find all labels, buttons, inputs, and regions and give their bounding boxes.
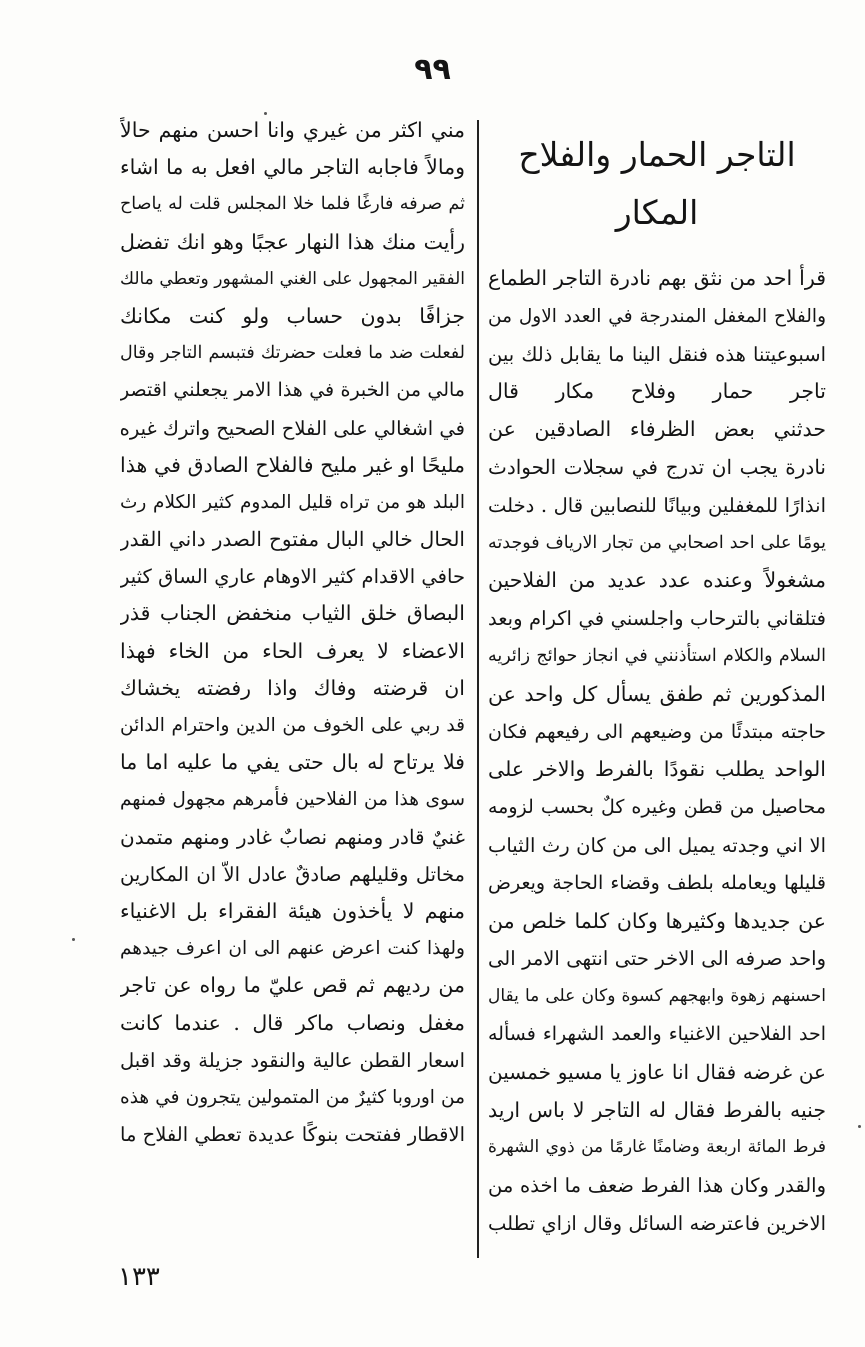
text-line: محاصيل من قطن وغيره كلٌ بحسب لزومه xyxy=(488,796,826,819)
text-line: مني اكثر من غيري وانا احسن منهم حالاً xyxy=(120,118,465,142)
text-line: قليلها ويعامله بلطف وقضاء الحاجة ويعرض xyxy=(488,871,826,894)
text-line: من اوروبا كثيرٌ من المتمولين يتجرون في هذه xyxy=(120,1086,465,1108)
text-line: انذارًا للمغفلين وبيانًا للنصابين قال . دخلت xyxy=(488,493,826,517)
sheet-number: ١٣٣ xyxy=(118,1262,160,1292)
text-line: اسبوعيتنا هذه فنقل الينا ما يقابل ذلك بين xyxy=(488,342,826,366)
left-column xyxy=(120,112,465,1153)
text-line: حاجته مبتدئًا من وضيعهم الى رفيعهم فكان xyxy=(488,720,826,743)
print-speck xyxy=(72,938,75,941)
text-line: نادرة يجب ان تدرج في سجلات الحوادث xyxy=(488,454,826,479)
text-line: مالي من الخبرة في هذا الامر يجعلني اقتصر xyxy=(120,379,465,402)
print-speck xyxy=(264,112,267,115)
text-line: ومالاً فاجابه التاجر مالي افعل به ما اشاء xyxy=(120,155,465,180)
text-line: احسنهم زهوة وابهجهم كسوة وكان على ما يقال xyxy=(488,986,826,1007)
text-line: الفقير المجهول على الغني المشهور وتعطي مالك xyxy=(120,268,465,289)
right-column xyxy=(488,126,826,1243)
article-title: التاجر الحمار والفلاح المكار xyxy=(518,135,796,232)
text-line: ولهذا كنت اعرض عنهم الى ان اعرف جيدهم xyxy=(120,938,465,960)
text-line: واحد صرفه الى الاخر حتى انتهى الامر الى xyxy=(488,947,826,971)
text-line: جزافًا بدون حساب ولو كنت مكانك xyxy=(120,303,465,328)
text-line: الا اني وجدته يميل الى من كان رث الثياب xyxy=(488,833,826,857)
column-divider xyxy=(477,120,479,1258)
page-number: ٩٩ xyxy=(414,52,451,87)
text-line: جنيه بالفرط فقال له التاجر لا باس اريد xyxy=(488,1097,826,1122)
text-line: الاقطار ففتحت بنوكًا عديدة تعطي الفلاح ما xyxy=(120,1123,465,1147)
text-line: حافي الاقدام كثير الاوهام عاري الساق كثير xyxy=(120,565,465,589)
text-line: سوى هذا من الفلاحين فأمرهم مجهول فمنهم xyxy=(120,789,465,811)
text-line: والقدر وكان هذا الفرط ضعف ما اخذه من xyxy=(488,1174,826,1198)
text-line: السلام والكلام استأذنني في انجاز حوائج زائريه xyxy=(488,645,826,666)
text-line: البلد هو من تراه قليل المدوم كثير الكلام رث xyxy=(120,491,465,513)
text-line: ثم صرفه فارغًا فلما خلا المجلس قلت له ياصاح xyxy=(120,194,465,215)
text-line: عن غرضه فقال انا عاوز يا مسيو خمسين xyxy=(488,1059,826,1084)
text-line: غنيٌ قادر ومنهم نصابٌ غادر ومنهم متمدن xyxy=(120,824,465,849)
text-line: الاعضاء لا يعرف الحاء من الخاء فهذا xyxy=(120,638,465,663)
text-line: يومًا على احد اصحابي من تجار الارياف فوجدته xyxy=(488,532,826,553)
text-line: رأيت منك هذا النهار عجبًا وهو انك تفضل xyxy=(120,229,465,254)
left-column-text xyxy=(120,112,465,1153)
text-line: فلا يرتاح له بال حتى يفي ما عليه اما ما xyxy=(120,750,465,775)
text-line: عن جديدها وكثيرها وكان كلما خلص من xyxy=(488,908,826,933)
text-line: الاخرين فاعترضه السائل وقال ازاي تطلب xyxy=(488,1211,826,1235)
text-line: اسعار القطن عالية والنقود جزيلة وقد اقبل xyxy=(120,1048,465,1072)
text-line: مشغولاً وعنده عدد عديد من الفلاحين xyxy=(488,568,826,593)
text-line: مخاتل وقليلهم صادقٌ عادل الاّ ان المكارين xyxy=(120,862,465,886)
text-line: مغفل ونصاب ماكر قال . عندما كانت xyxy=(120,1010,465,1035)
text-line: لفعلت ضد ما فعلت حضرتك فتبسم التاجر وقال xyxy=(120,343,465,364)
text-line: حدثني بعض الظرفاء الصادقين عن xyxy=(488,417,826,442)
text-line: احد الفلاحين الاغنياء والعمد الشهراء فسأله xyxy=(488,1022,826,1045)
text-line: فتلقاني بالترحاب واجلسني في اكرام وبعد xyxy=(488,607,826,631)
print-speck xyxy=(858,1125,861,1128)
text-line: من رديهم ثم قص عليّ ما رواه عن تاجر xyxy=(120,973,465,998)
text-line: منهم لا يأخذون هيئة الفقراء بل الاغنياء xyxy=(120,898,465,923)
text-line: الواحد يطلب نقودًا بالفرط والاخر على xyxy=(488,757,826,782)
text-line: البصاق خلق الثياب منخفض الجناب قذر xyxy=(120,601,465,626)
text-line: الحال خالي البال مفتوح الصدر داني القدر xyxy=(120,527,465,552)
text-line: مليحًا او غير مليح فالفلاح الصادق في هذا xyxy=(120,452,465,477)
right-column-text xyxy=(488,260,826,1243)
text-line: والفلاح المغفل المندرجة في العدد الاول من xyxy=(488,305,826,327)
text-line: تاجر حمار وفلاح مكار قال xyxy=(488,379,826,404)
text-line: قد ربي على الخوف من الدين واحترام الدائن xyxy=(120,715,465,736)
text-line: ان قرضته وفاك واذا رفضته يخشاك xyxy=(120,675,465,700)
text-line: فرط المائة اربعة وضامنًا غارمًا من ذوي الشهرة xyxy=(488,1137,826,1158)
text-line: في اشغالي على الفلاح الصحيح واترك غيره xyxy=(120,416,465,440)
text-line: المذكورين ثم طفق يسأل كل واحد عن xyxy=(488,681,826,706)
text-line: قرأ احد من نثق بهم نادرة التاجر الطماع xyxy=(488,266,826,290)
